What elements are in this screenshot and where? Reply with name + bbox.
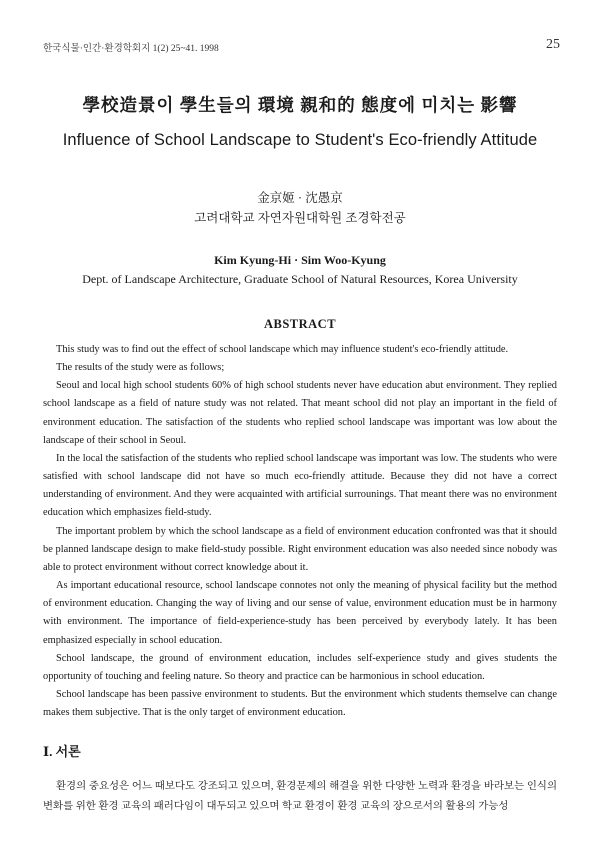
section-heading-introduction: Ⅰ. 서론	[43, 744, 81, 759]
page-number: 25	[546, 37, 560, 52]
abstract-paragraph: School landscape has been passive environment to students. But the environment which students themselve can change makes them subjective. That is the only target of environment education.	[43, 688, 557, 719]
introduction-paragraph: 환경의 중요성은 어느 때보다도 강조되고 있으며, 환경문제의 해결을 위한 다양한 노력과 환경을 바라보는 인식의 변화를 위한 환경 교육의 패러다임이 대두되고 있으며 학교 환경이 환경 교육의 장으로서의 활용의 가능성	[43, 781, 557, 812]
abstract-paragraph: As important educational resource, school landscape connotes not only the meaning of physical facility but the method of environment education. Changing the way of living and our sense of value, environment education must be in harmony with environment. The importance of field-experience-study has been perceived by everybody lately. It has been emphasized especially in school education.	[43, 580, 557, 646]
abstract-paragraph: The results of the study were as follows;	[56, 362, 225, 374]
authors-korean: 金京姬 · 沈愚京	[257, 191, 343, 205]
abstract-paragraph: Seoul and local high school students 60% of high school students never have education abut environment. They replied school landscape as a field of nature study was not related. That meant school did not play an important in the field of environment education. The satisfaction of the students who replied school landscape was important was low about the landscape of their school in Seoul.	[43, 380, 557, 446]
affiliation-english: Dept. of Landscape Architecture, Graduate School of Natural Resources, Korea University	[82, 272, 518, 286]
abstract-heading: ABSTRACT	[263, 317, 337, 331]
abstract-paragraph: The important problem by which the school landscape as a field of environment education confronted was that it should be planned landscape design to make field-study possible. Right environment education was also needed since nobody was able to protect environment without correct knowledge about it.	[43, 525, 557, 573]
title-korean: 學校造景이 學生들의 環境 親和的 態度에 미치는 影響	[82, 95, 518, 115]
abstract-paragraph: In the local the satisfaction of the students who replied school landscape was important was low. The students who were satisfied with school landscape did not have so much eco-friendly attitude. Because they did not have a correct understanding of environment. And they were acquainted with artificial surrounings. That meant there was no environment education which emphasizes field-study.	[43, 452, 557, 519]
introduction-body	[43, 777, 557, 817]
abstract-body	[43, 341, 557, 722]
running-header	[43, 37, 560, 54]
abstract-paragraph: This study was to find out the effect of school landscape which may influence student's eco-friendly attitude.	[56, 344, 509, 355]
abstract-paragraph: School landscape, the ground of environment education, includes self-experience study and gives students the opportunity of touching and feeling nature. So theory and practice can be harmonious in school education.	[43, 652, 557, 682]
affiliation-korean: 고려대학교 자연자원대학원 조경학전공	[194, 211, 406, 225]
title-english: Influence of School Landscape to Student's Eco-friendly Attitude	[62, 131, 538, 149]
authors-english: Kim Kyung-Hi · Sim Woo-Kyung	[214, 253, 386, 267]
journal-citation: 한국식물·인간·환경학회지 1(2) 25~41. 1998	[43, 44, 219, 54]
